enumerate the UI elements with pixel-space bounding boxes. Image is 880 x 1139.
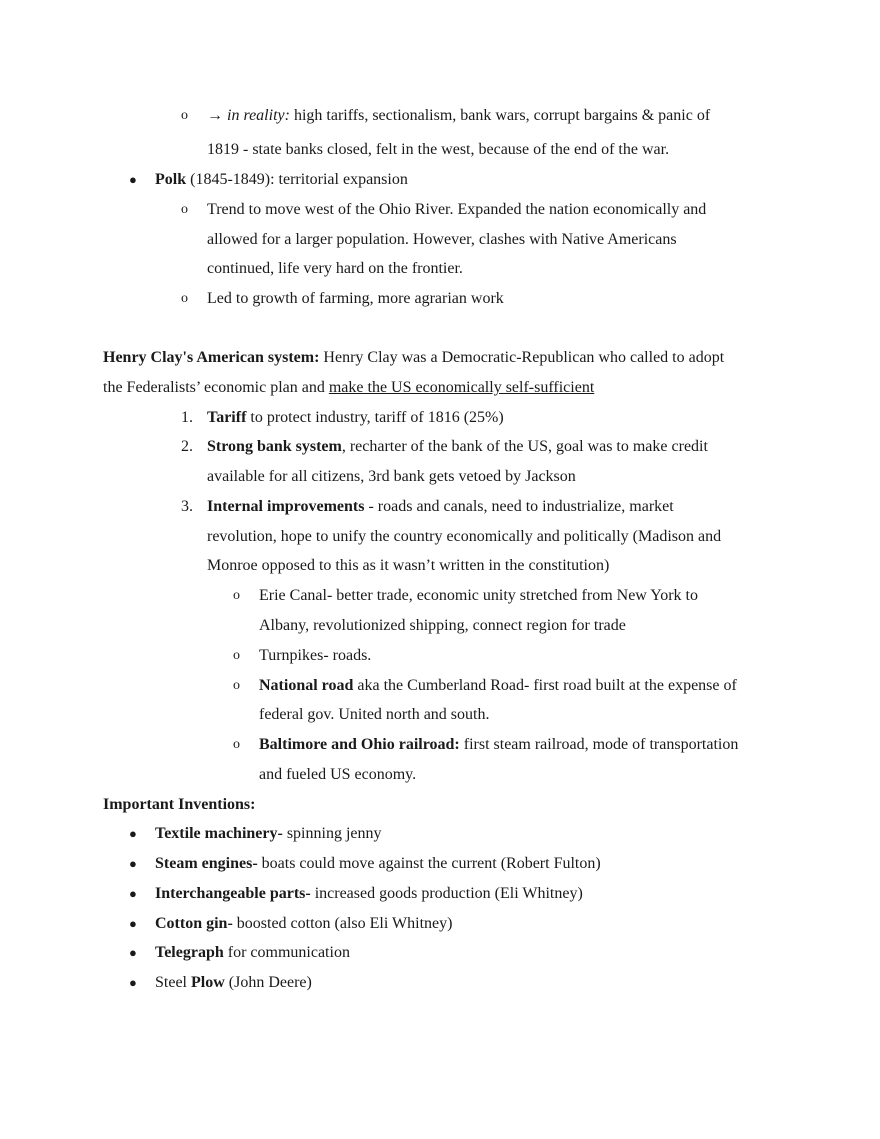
invention-item: Telegraph for communication — [155, 944, 350, 961]
national-road-line-2: federal gov. United north and south. — [259, 706, 490, 723]
clay-heading: Henry Clay's American system: — [103, 349, 320, 366]
polk-subitem-1-line-1: Trend to move west of the Ohio River. Expanded the nation economically and — [207, 201, 707, 218]
invention-item: Steam engines- boats could move against the current (Robert Fulton) — [155, 855, 601, 872]
national-road-line-1: National road aka the Cumberland Road- first road built at the expense of — [259, 677, 737, 694]
list-number: 3. — [181, 498, 193, 515]
bullet-icon: ● — [129, 916, 137, 931]
polk-subitem-2: Led to growth of farming, more agrarian work — [207, 290, 504, 307]
turnpikes-item: Turnpikes- roads. — [259, 647, 372, 664]
invention-item: Cotton gin- boosted cotton (also Eli Whitney) — [155, 915, 453, 932]
circle-bullet-icon: o — [181, 202, 188, 217]
clay-item-bank-line-2: available for all citizens, 3rd bank gets vetoed by Jackson — [207, 468, 576, 485]
bullet-icon: ● — [129, 826, 137, 841]
circle-bullet-icon: o — [233, 588, 240, 603]
circle-bullet-icon: o — [233, 737, 240, 752]
erie-canal-line-2: Albany, revolutionized shipping, connect region for trade — [259, 617, 626, 634]
circle-bullet-icon: o — [233, 648, 240, 663]
polk-subitem-1-line-2: allowed for a larger population. However, clashes with Native Americans — [207, 231, 677, 248]
clay-item-improvements-line-1: Internal improvements - roads and canals, need to industrialize, market — [207, 498, 674, 515]
railroad-line-1: Baltimore and Ohio railroad: first steam railroad, mode of transportation — [259, 736, 739, 753]
invention-item: Steel Plow (John Deere) — [155, 974, 312, 991]
reality-line-2: 1819 - state banks closed, felt in the west, because of the end of the war. — [207, 141, 670, 158]
inventions-heading: Important Inventions: — [103, 796, 256, 813]
bullet-icon: ● — [129, 975, 137, 990]
invention-item: Interchangeable parts- increased goods production (Eli Whitney) — [155, 885, 583, 902]
polk-subitem-1-line-3: continued, life very hard on the frontier. — [207, 260, 463, 277]
circle-bullet-icon: o — [181, 108, 188, 123]
clay-paragraph-line-2: the Federalists’ economic plan and make the US economically self-sufficient — [103, 379, 595, 396]
polk-item: Polk (1845-1849): territorial expansion — [155, 171, 408, 188]
reality-label: in reality: — [227, 107, 290, 124]
bullet-icon: ● — [129, 886, 137, 901]
underlined-goal: make the US economically self-sufficient — [328, 379, 595, 396]
arrow-icon: → — [207, 107, 223, 124]
circle-bullet-icon: o — [233, 678, 240, 693]
railroad-line-2: and fueled US economy. — [259, 766, 417, 783]
clay-item-tariff: Tariff to protect industry, tariff of 1816 (25%) — [207, 409, 504, 426]
circle-bullet-icon: o — [181, 291, 188, 306]
clay-paragraph-line-1: Henry Clay's American system: Henry Clay was a Democratic-Republican who called to adopt — [103, 349, 725, 366]
reality-line-1: → in reality: high tariffs, sectionalism, bank wars, corrupt bargains & panic of — [207, 107, 711, 124]
bullet-icon: ● — [129, 172, 137, 187]
invention-item: Textile machinery- spinning jenny — [155, 825, 382, 842]
clay-item-bank-line-1: Strong bank system, recharter of the bank of the US, goal was to make credit — [207, 438, 708, 455]
clay-item-improvements-line-3: Monroe opposed to this as it wasn’t written in the constitution) — [207, 557, 610, 574]
bullet-icon: ● — [129, 856, 137, 871]
clay-item-improvements-line-2: revolution, hope to unify the country economically and politically (Madison and — [207, 528, 722, 545]
bullet-icon: ● — [129, 945, 137, 960]
list-number: 1. — [181, 409, 193, 426]
erie-canal-line-1: Erie Canal- better trade, economic unity stretched from New York to — [259, 587, 698, 604]
list-number: 2. — [181, 438, 193, 455]
